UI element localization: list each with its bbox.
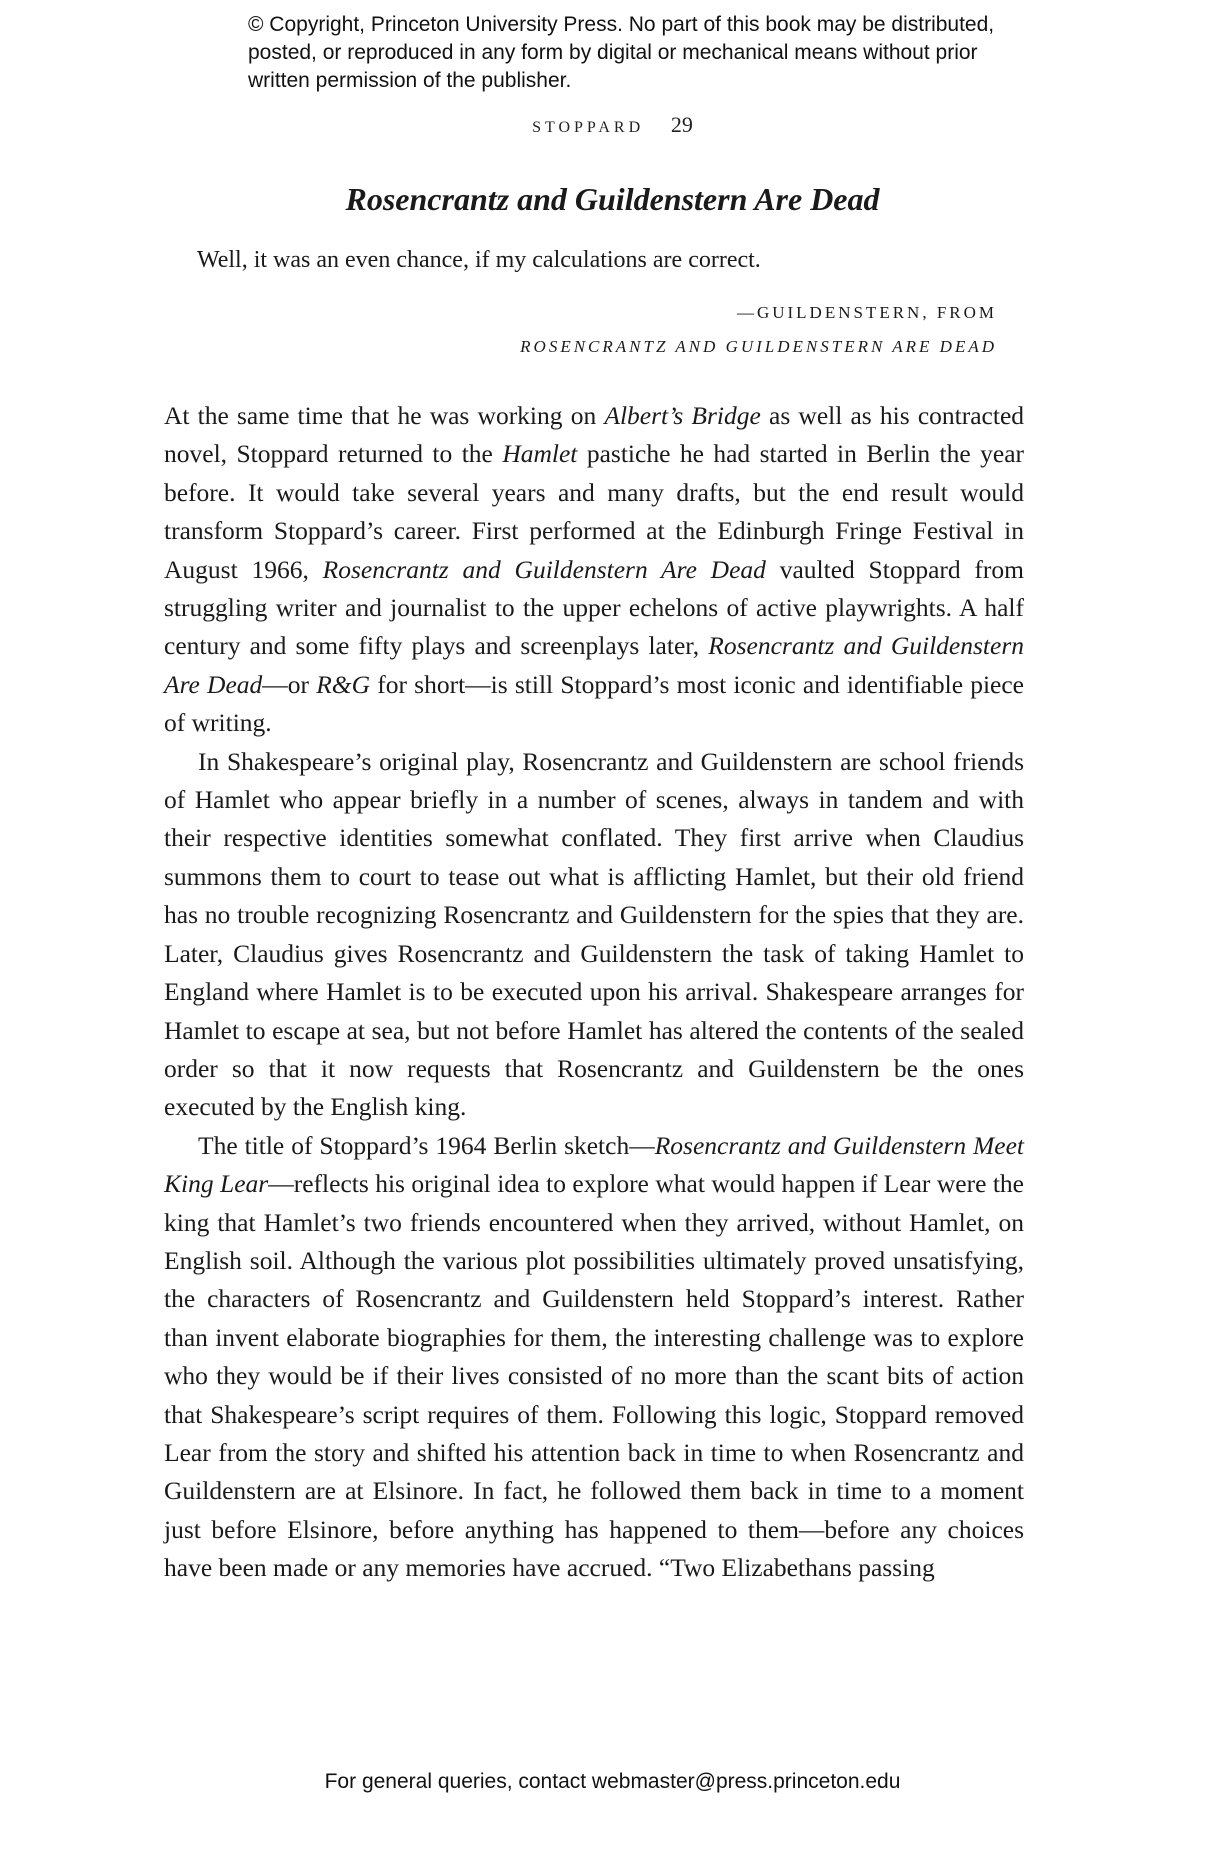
text-run: At the same time that he was working on bbox=[164, 401, 605, 430]
section-title: Rosencrantz and Guildenstern Are Dead bbox=[345, 181, 880, 217]
paragraph-1 bbox=[164, 397, 1024, 743]
body-text bbox=[164, 397, 1024, 1588]
copyright-notice: © Copyright, Princeton University Press. No part of this book may be distributed, posted, or reproduced in any form by digital or mechanical means without prior written permission of the publisher. bbox=[248, 13, 995, 92]
italic-title: Rosencrantz and Guildenstern Are Dead bbox=[164, 631, 1024, 699]
footer-contact: For general queries, contact webmaster@press.princeton.edu bbox=[324, 1770, 901, 1793]
paragraph-2: In Shakespeare’s original play, Rosencrantz and Guildenstern are school friends of Hamlet who appear briefly in a number of scenes, always in tandem and with their respective identities somewhat conflated. They first arrive when Claudius summons them to court to tease out what is afflicting Hamlet, but their old friend has no trouble recognizing Rosencrantz and Guildenstern for the spies that they are. Later, Claudius gives Rosencrantz and Guildenstern the task of taking Hamlet to England where Hamlet is to be executed upon his arrival. Shakespeare arranges for Hamlet to escape at sea, but not before Hamlet has altered the contents of the sealed order so that it now requests that Rosencrantz and Guildenstern be the ones executed by the English king. bbox=[164, 746, 1024, 1122]
italic-title: Rosencrantz and Guildenstern Meet King Lear bbox=[164, 1130, 1025, 1199]
italic-title: R&G bbox=[316, 669, 371, 699]
italic-title: Albert’s Bridge bbox=[604, 401, 761, 430]
text-run: —reflects his original idea to explore what would happen if Lear were the king that Hamlet’s two friends encountered when they arrived, without Hamlet, on English soil. Although the various plot possibilities ultimately proved unsatisfying, the characters of Rosencrantz and Guildenstern held Stoppard’s interest. Rather than invent elaborate biographies for them, the interesting challenge was to explore who they would be if their lives consisted of no more than the scant bits of action that Shakespeare’s script requires of them. Following this logic, Stoppard removed Lear from the story and shifted his attention back in time to when Rosencrantz and Guildenstern are at Elsinore. In fact, he followed them back in time to a moment just before Elsinore, before anything has happened to them—before any choices have been made or any memories have accrued. “Two Elizabethans passing bbox=[164, 1169, 1024, 1583]
page-number: 29 bbox=[670, 112, 693, 137]
epigraph-attribution bbox=[520, 296, 997, 364]
paragraph-3 bbox=[164, 1127, 1024, 1588]
italic-title: Rosencrantz and Guildenstern Are Dead bbox=[322, 554, 766, 584]
text-run: pastiche he had started in Berlin the year before. It would take several years and many drafts, but the end result would transform Stoppard’s career. First performed at the Edinburgh Fringe Festival in August 1966, bbox=[164, 439, 1025, 584]
text-run: as well as his contracted novel, Stoppard returned to the bbox=[164, 401, 1025, 469]
italic-title: Hamlet bbox=[502, 439, 578, 469]
attribution-speaker: —GUILDENSTERN, FROM bbox=[736, 303, 997, 322]
text-run: vaulted Stoppard from struggling writer and journalist to the upper echelons of active playwrights. A half century and some fifty plays and screenplays later, bbox=[164, 554, 1024, 661]
text-run: —or bbox=[262, 669, 317, 699]
running-head-title: STOPPARD bbox=[532, 119, 645, 136]
epigraph-quote: Well, it was an even chance, if my calculations are correct. bbox=[197, 247, 761, 273]
text-run: The title of Stoppard’s 1964 Berlin sketch— bbox=[198, 1130, 655, 1160]
attribution-source: ROSENCRANTZ AND GUILDENSTERN ARE DEAD bbox=[520, 337, 997, 356]
running-head bbox=[0, 112, 1225, 138]
text-run: for short—is still Stoppard’s most iconic and identifiable piece of writing. bbox=[164, 669, 1024, 738]
